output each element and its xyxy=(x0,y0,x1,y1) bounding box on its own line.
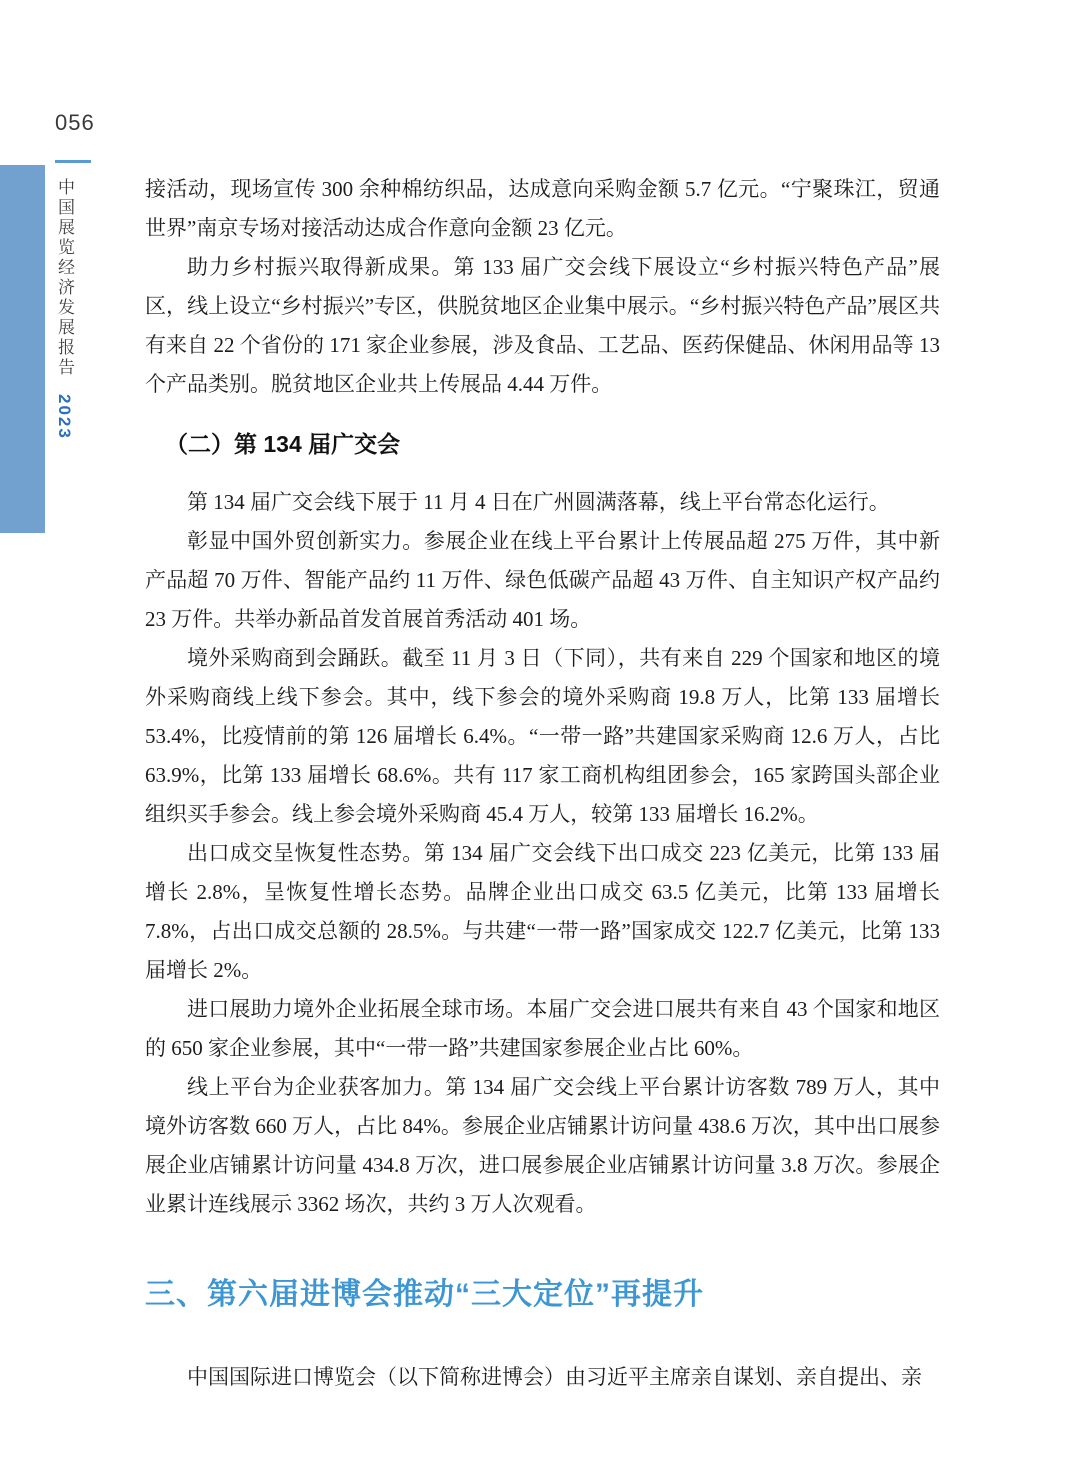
left-accent-bar xyxy=(0,165,45,533)
body-paragraph-continuation: 接活动，现场宣传 300 余种棉纺织品，达成意向采购金额 5.7 亿元。“宁聚珠江，贸通世界”南京专场对接活动达成合作意向金额 23 亿元。 xyxy=(145,177,940,240)
spine-title-text: 中国展览经济发展报告 xyxy=(55,178,74,378)
page-content-column xyxy=(145,170,940,1397)
body-paragraph-overseas-buyers: 境外采购商到会踊跃。截至 11 月 3 日（下同），共有来自 229 个国家和地区的境外采购商线上线下参会。其中，线下参会的境外采购商 19.8 万人，比第 133 届增长 53.4%，比疫情前的第 126 届增长 6.4%。“一带一路”共建国家采购商 12.6 万人，占比 63.9%，比第 133 届增长 68.6%。共有 117 家工商机构组团参会，165 家跨国头部企业组织买手参会。线上参会境外采购商 45.4 万人，较第 133 届增长 16.2%。 xyxy=(145,646,940,826)
page-number-rule xyxy=(55,160,91,163)
body-paragraph-innovation-strength: 彰显中国外贸创新实力。参展企业在线上平台累计上传展品超 275 万件，其中新产品超 70 万件、智能产品约 11 万件、绿色低碳产品超 43 万件、自主知识产权产品约 23 万件。共举办新品首发首展首秀活动 401 场。 xyxy=(145,529,940,631)
body-paragraph-import-exhibition: 进口展助力境外企业拓展全球市场。本届广交会进口展共有来自 43 个国家和地区的 650 家企业参展，其中“一带一路”共建国家参展企业占比 60%。 xyxy=(145,997,940,1060)
body-paragraph-export-recovery: 出口成交呈恢复性态势。第 134 届广交会线下出口成交 223 亿美元，比第 133 届增长 2.8%，呈恢复性增长态势。品牌企业出口成交 63.5 亿美元，比第 133 届增长 7.8%，占出口成交总额的 28.5%。与共建“一带一路”国家成交 122.7 亿美元，比第 133 届增长 2%。 xyxy=(145,841,940,982)
book-spine-title xyxy=(56,178,73,440)
body-paragraph-ciie-intro: 中国国际进口博览会（以下简称进博会）由习近平主席亲自谋划、亲自提出、亲 xyxy=(187,1365,922,1389)
subsection-heading-134th-canton-fair: （二）第 134 届广交会 xyxy=(165,431,401,457)
body-paragraph-closing-date: 第 134 届广交会线下展于 11 月 4 日在广州圆满落幕，线上平台常态化运行。 xyxy=(187,490,890,514)
body-paragraph-online-platform: 线上平台为企业获客加力。第 134 届广交会线上平台累计访客数 789 万人，其中境外访客数 660 万人，占比 84%。参展企业店铺累计访问量 438.6 万次，其中出口展参展企业店铺累计访问量 434.8 万次，进口展参展企业店铺累计访问量 3.8 万次。参展企业累计连线展示 3362 场次，共约 3 万人次观看。 xyxy=(145,1075,940,1216)
page-number: 056 xyxy=(55,110,95,135)
body-paragraph-rural-revitalization: 助力乡村振兴取得新成果。第 133 届广交会线下展设立“乡村振兴特色产品”展区，线上设立“乡村振兴”专区，供脱贫地区企业集中展示。“乡村振兴特色产品”展区共有来自 22 个省份的 171 家企业参展，涉及食品、工艺品、医药保健品、休闲用品等 13 个产品类别。脱贫地区企业共上传展品 4.44 万件。 xyxy=(145,255,940,396)
spine-year-text: 2023 xyxy=(55,393,74,440)
section-heading-ciie: 三、第六届进博会推动“三大定位”再提升 xyxy=(145,1278,704,1311)
